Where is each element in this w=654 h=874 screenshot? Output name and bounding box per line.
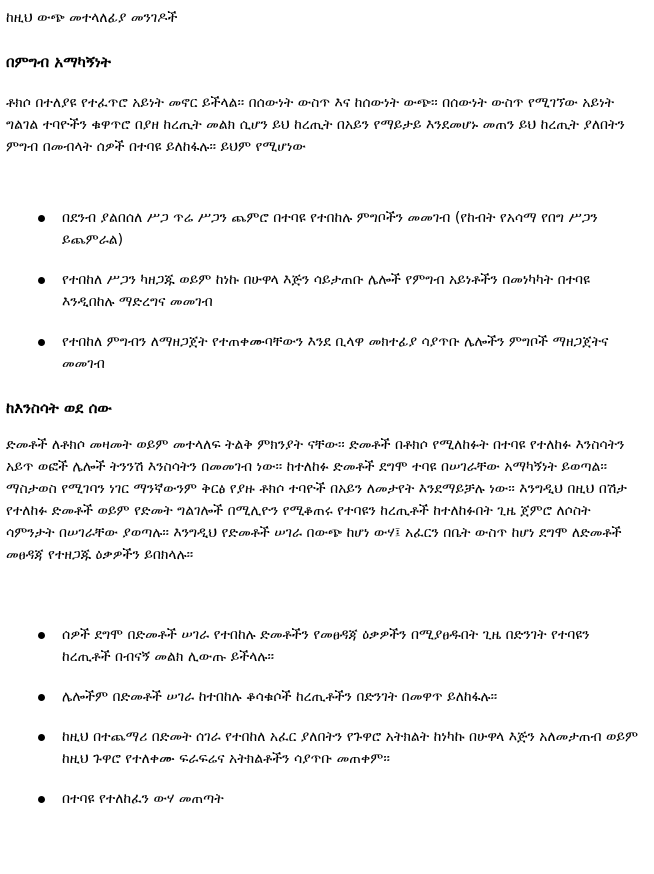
intro-line: ከዚህ ውጭ መተላለፊያ መንገዶች [6, 10, 178, 26]
bullet-list-animals [0, 624, 640, 828]
bullet-dot-icon [38, 277, 45, 284]
list-item-text: ከዚህ በተጨማሪ በድመት ሰገራ የተበከለ አፈር ያለበትን የጉዋሮ አትክልት ከነካኩ በሁዋላ እጅን አለመታጠብ ወይም ከዚህ ጉዋሮ የተለቀሙ ፍራፍሬና አትክልቶችን ሳያጥቡ መጠቀም፡፡ [62, 729, 639, 767]
list-item-text: የተበከለ ሥጋን ካዘጋጁ ወይም ከነኩ በሁዋላ እጅን ሳይታጠቡ ሌሎች የምግብ አይነቶችን በመነካካት በተባዩ እንዲበከሉ ማድረግና መመገብ [62, 272, 591, 310]
section-heading-food: በምግብ አማካኝነት [6, 53, 111, 71]
bullet-dot-icon [38, 632, 45, 639]
list-item [0, 207, 640, 251]
list-item [0, 624, 640, 668]
list-item [0, 269, 640, 313]
section-paragraph-animals: ድመቶች ለቶክሶ መዛመት ወይም መተላለፍ ትልቅ ምክንያት ናቸው፡፡ ድመቶች በቶክሶ የሚለከፉት በተባዩ የተለከፉ እንስሳትን አይጥ ወፎች ሌሎች ትንንሽ እንስሳትን በመመገብ ነው፡፡ ከተለከፉ ድመቶች ደግሞ ተባዩ በሠገራቸው አማካኝነት ይወጣል፡፡ ማስታወስ የሚገባን ነገር ማንኛውንም ቅርፅ የያዙ ቶክሶ ተባዮች በአይን ለመታየት እንደማይቻሉ ነው፡፡ እንግዲህ በዚህ በሽታ የተለከፉ ድመቶች ወይም የድመት ግልገሎች በሚሊዮን የሚቆጠሩ የተባዩን ከረጢቶች ከተለከፉበት ጊዜ ጀምሮ ለሶስት ሳምንታት በሠገራቸው ያወጣሉ፡፡ እንግዲህ የድመቶች ሠገራ በውጭ ከሆነ ውሃ፤ አፈርን በቤት ውስጥ ከሆነ ደግሞ ለድመቶች መፀዳጃ የተዘጋጁ ዕቃዎችን ይበክላሉ፡፡ [6, 437, 627, 563]
bullet-dot-icon [38, 734, 45, 741]
list-item-text: የተበከለ ምግብን ለማዘጋጀት የተጠቀሙባቸውን እንደ ቢላዋ መክተፊያ ሳያጥቡ ሌሎችን ምግቦች ማዘጋጀትና መመገብ [62, 334, 609, 372]
list-item-text: ሰዎች ደግሞ በድመቶች ሠገራ የተበከሉ ድመቶችን የመፀዳጃ ዕቃዎችን በሚያፀዱበት ጊዜ በድንገት የተባዩን ከረጢቶች በብናኝ መልክ ሊውጡ ይችላሉ፡፡ [62, 627, 590, 665]
bullet-dot-icon [38, 796, 45, 803]
bullet-dot-icon [38, 694, 45, 701]
bullet-list-food [0, 207, 640, 393]
section-paragraph-food: ቶክሶ በተለያዩ የተፈጥሮ አይነት መኖር ይችላል፡፡ በሰውነት ውስጥ እና ከሰውነት ውጭ፡፡ በሰውነት ውስጥ የሚገኘው አይነት ግልገል ተባዮችን ቁዋጥሮ በያዘ ከረጢት መልክ ሲሆን ይህ ከረጢት በአይን የማይታይ እንደመሆኑ መጠን ይህ ከረጢት ያለበትን ምግብ በመብላት ሰዎች በተባዩ ይለከፋሉ፡፡ ይህም የሚሆነው [6, 95, 625, 155]
section-heading-animals: ከእንስሳት ወደ ሰው [6, 399, 112, 417]
list-item-text: በተባዩ የተለከፈን ውሃ መጠጣት [62, 791, 224, 807]
list-item-text: በደንብ ያልበሰለ ሥጋ ጥሬ ሥጋን ጨምሮ በተባዩ የተበከሉ ምግቦችን መመገብ (የከብት የአሳማ የበግ ሥጋን ይጨምራል) [62, 210, 598, 248]
list-item-text: ሌሎችም በድመቶች ሠገራ ከተበከሉ ቆሳቁሶች ከረጢቶችን በድንገት በመዋጥ ይለከፋሉ፡፡ [62, 689, 498, 705]
list-item [0, 726, 640, 770]
list-item [0, 788, 640, 810]
list-item [0, 331, 640, 375]
bullet-dot-icon [38, 339, 45, 346]
bullet-dot-icon [38, 215, 45, 222]
list-item [0, 686, 640, 708]
